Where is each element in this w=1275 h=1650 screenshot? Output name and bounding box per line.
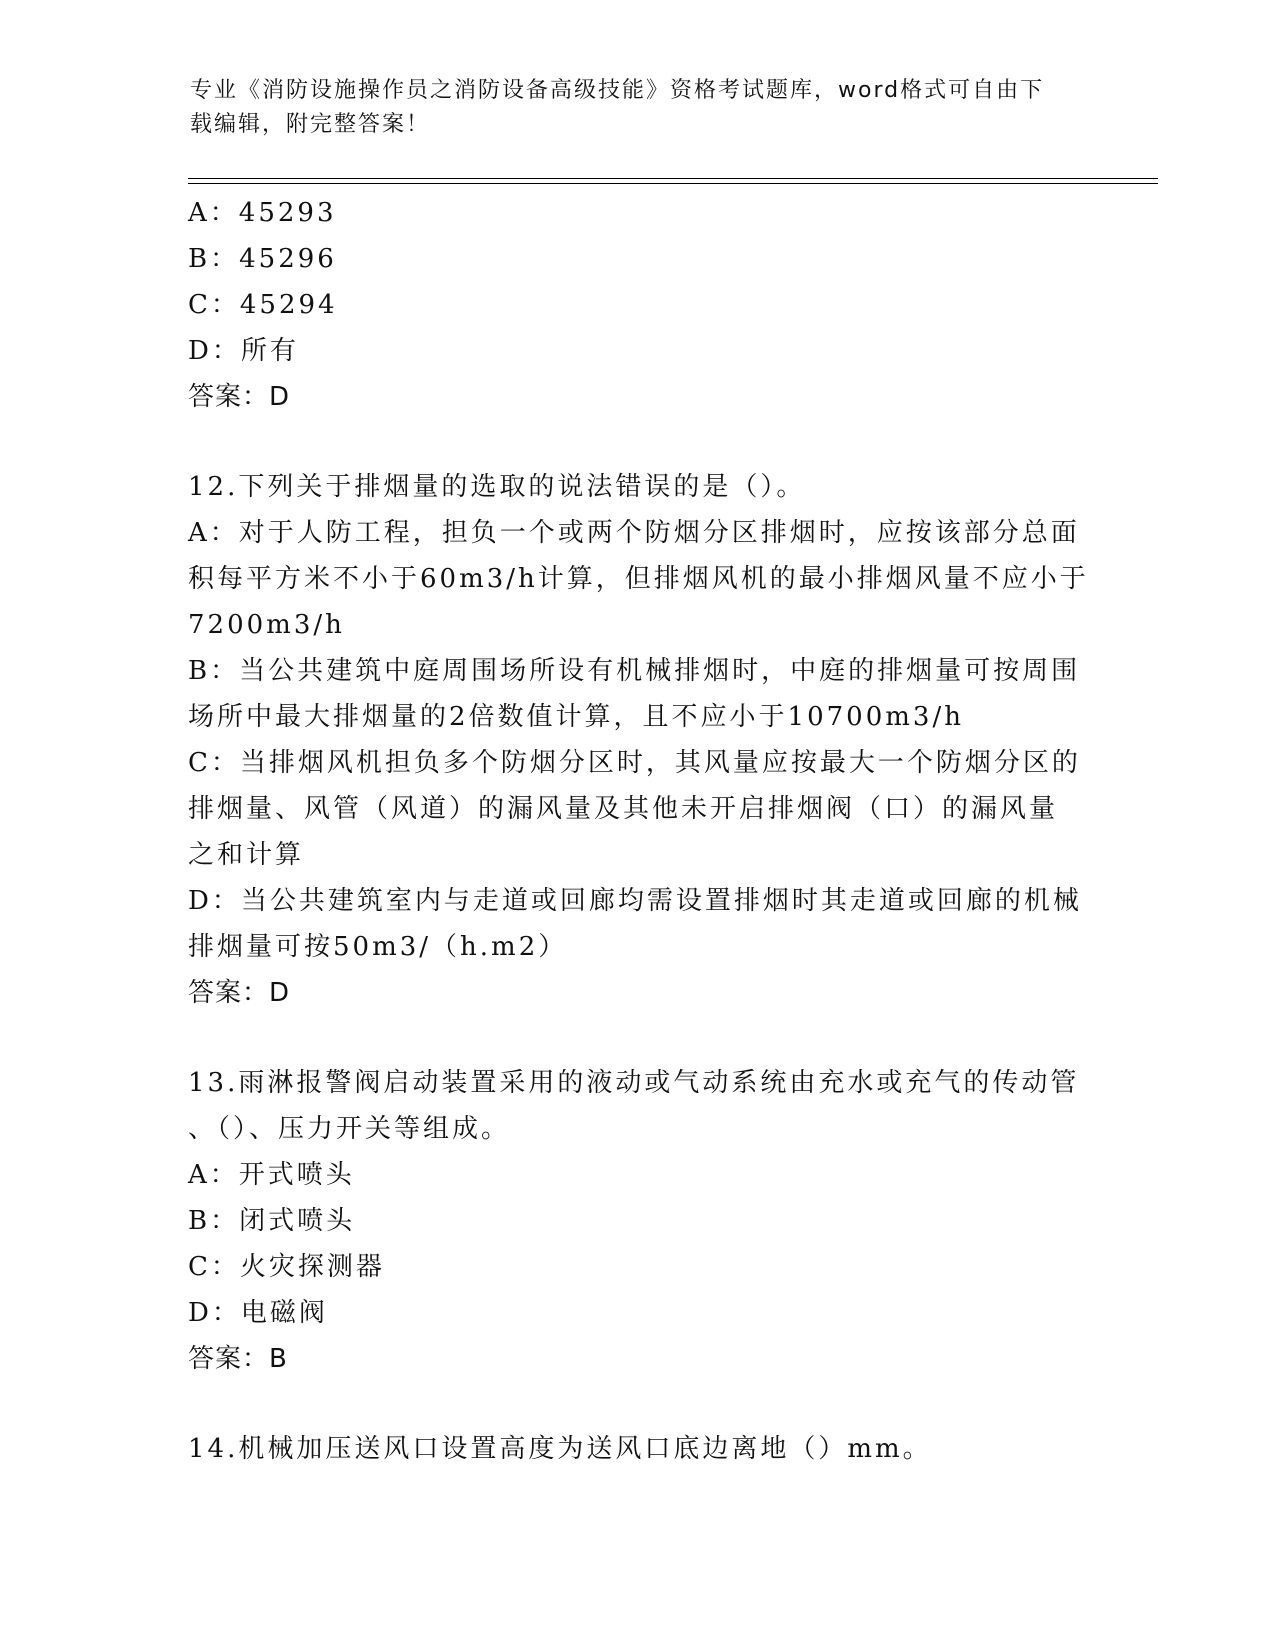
spacer — [188, 1382, 1088, 1426]
q12-option-line: 7200m3/h — [188, 610, 345, 640]
q11-option-a: A：45293 — [188, 198, 337, 228]
q11-option-b: B：45296 — [188, 244, 337, 274]
q11-option-c: C：45294 — [188, 290, 338, 320]
q13-option-a: A：开式喷头 — [188, 1160, 355, 1190]
question-content — [188, 190, 1088, 1472]
q12-option-line: 场所中最大排烟量的2倍数值计算，且不应小于10700m3/h — [188, 702, 964, 732]
q13-question-line-2: 、（）、压力开关等组成。 — [188, 1114, 511, 1144]
document-header — [190, 74, 1090, 142]
question-13-block — [188, 1060, 1088, 1382]
q12-option-line: A：对于人防工程，担负一个或两个防烟分区排烟时，应按该部分总面 — [188, 518, 1080, 548]
q12-option-line: B：当公共建筑中庭周围场所设有机械排烟时，中庭的排烟量可按周围 — [188, 656, 1081, 686]
q14-question: 14.机械加压送风口设置高度为送风口底边离地（）mm。 — [188, 1434, 932, 1464]
question-14-block — [188, 1426, 1088, 1472]
q13-option-d: D：电磁阀 — [188, 1298, 328, 1328]
question-12-block — [188, 464, 1088, 1016]
q12-question: 12.下列关于排烟量的选取的说法错误的是（）。 — [188, 472, 806, 502]
q12-option-line: C：当排烟风机担负多个防烟分区时，其风量应按最大一个防烟分区的 — [188, 748, 1081, 778]
q12-option-line: D：当公共建筑室内与走道或回廊均需设置排烟时其走道或回廊的机械 — [188, 886, 1082, 916]
q13-answer: 答案：B — [188, 1344, 288, 1374]
question-11-block — [188, 190, 1088, 420]
q12-option-line: 积每平方米不小于60m3/h计算，但排烟风机的最小排烟风量不应小于 — [188, 564, 1089, 594]
q13-option-c: C：火灾探测器 — [188, 1252, 385, 1282]
header-divider-bottom — [188, 183, 1158, 184]
q11-option-d: D：所有 — [188, 336, 299, 366]
q12-option-line: 排烟量可按50m3/（h.m2） — [188, 932, 568, 962]
spacer — [188, 1016, 1088, 1060]
q12-answer: 答案：D — [188, 978, 291, 1008]
header-divider-top — [188, 178, 1158, 179]
q11-answer: 答案：D — [188, 382, 291, 412]
spacer — [188, 420, 1088, 464]
header-line-1: 专业《消防设施操作员之消防设备高级技能》资格考试题库，word格式可自由下 — [190, 78, 1045, 103]
q13-option-b: B：闭式喷头 — [188, 1206, 356, 1236]
q12-option-line: 之和计算 — [188, 840, 305, 870]
q12-option-line: 排烟量、风管（风道）的漏风量及其他未开启排烟阀（口）的漏风量 — [188, 794, 1059, 824]
q13-question-line-1: 13.雨淋报警阀启动装置采用的液动或气动系统由充水或充气的传动管 — [188, 1068, 1080, 1098]
header-line-2: 载编辑，附完整答案！ — [190, 112, 431, 137]
